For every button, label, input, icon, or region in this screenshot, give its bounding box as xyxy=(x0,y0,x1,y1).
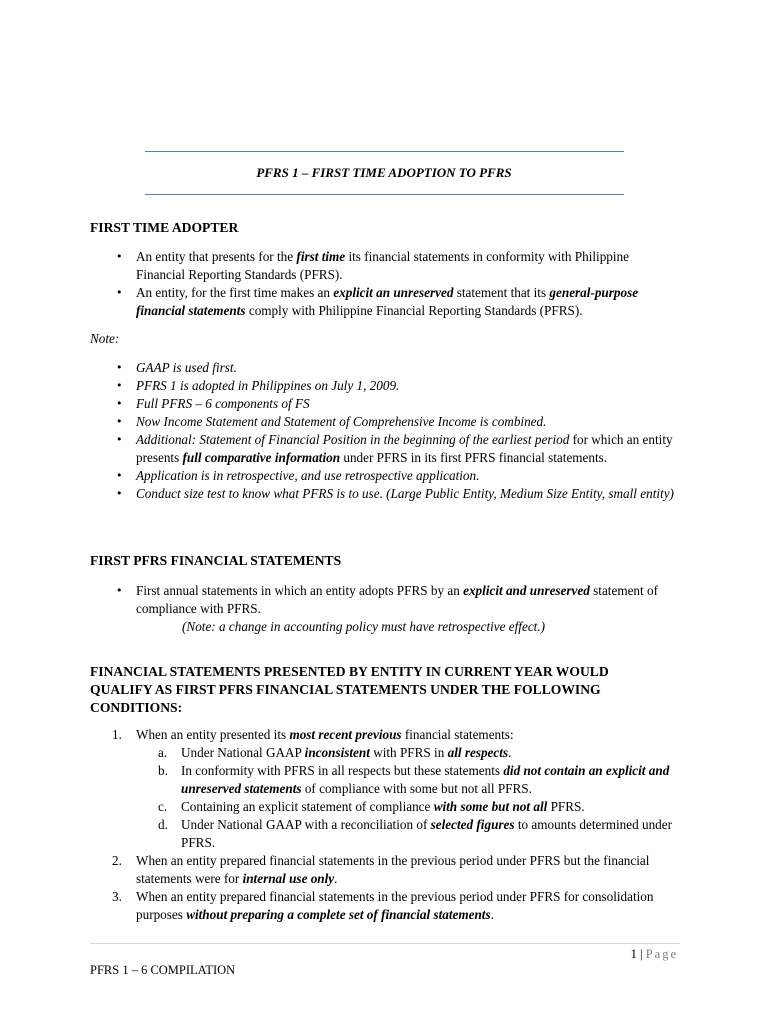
list-item: • Full PFRS – 6 components of FS xyxy=(136,395,676,413)
list-item: • First annual statements in which an entity adopts PFRS by an explicit and unreserved statement of compliance with PFRS. xyxy=(136,582,676,618)
list-item: • Now Income Statement and Statement of Comprehensive Income is combined. xyxy=(136,413,676,431)
sub-conditions-list xyxy=(136,744,681,852)
list-item: 2. When an entity prepared financial statements in the previous period under PFRS but the financial statements were for internal use only. xyxy=(112,853,650,886)
footer-rule xyxy=(90,943,680,944)
title-top-rule xyxy=(145,151,624,152)
page-title: PFRS 1 – FIRST TIME ADOPTION TO PFRS xyxy=(256,165,512,180)
section-heading-first-pfrs-fs: FIRST PFRS FINANCIAL STATEMENTS xyxy=(90,553,342,568)
note-label: Note: xyxy=(90,331,120,346)
note-list xyxy=(136,359,676,503)
list-item: 3. When an entity prepared financial statements in the previous period under PFRS for consolidation purposes without preparing a complete set of financial statements. xyxy=(112,889,654,922)
list-item: • An entity, for the first time makes an explicit an unreserved statement that its general-purpose financial statements comply with Philippine Financial Reporting Standards (PFRS). xyxy=(136,284,676,320)
footer-text: PFRS 1 – 6 COMPILATION xyxy=(90,963,236,977)
section-heading-first-time-adopter: FIRST TIME ADOPTER xyxy=(90,220,239,235)
first-time-adopter-list xyxy=(136,248,676,320)
page-number: 1 | Page xyxy=(630,947,678,961)
title-bottom-rule xyxy=(145,194,624,195)
list-item: • PFRS 1 is adopted in Philippines on July 1, 2009. xyxy=(136,377,676,395)
list-item: c. Containing an explicit statement of compliance with some but not all PFRS. xyxy=(158,799,585,814)
section-heading-conditions: FINANCIAL STATEMENTS PRESENTED BY ENTITY IN CURRENT YEAR WOULD QUALIFY AS FIRST PFRS FINANCIAL STATEMENTS UNDER THE FOLLOWING CONDITIONS: xyxy=(90,664,609,715)
list-item: 1. When an entity presented its most recent previous financial statements: a. Under National GAAP inconsistent with PFRS in all respects. b. In conformity with PFRS in all respects but these statements did not contain an explicit and unreserved statements of compliance with some but not all PFRS. c. Containing an explicit statement of compliance with some but not all PFRS. d. Under National GAAP with a reconciliation of selected figures to amounts determined under PFRS. xyxy=(136,726,681,852)
list-item: • GAAP is used first. xyxy=(136,359,676,377)
list-item: • Additional: Statement of Financial Position in the beginning of the earliest period for which an entity presents full comparative information under PFRS in its first PFRS financial statements. xyxy=(136,431,676,467)
first-pfrs-fs-list xyxy=(136,582,676,618)
list-item: • An entity that presents for the first time its financial statements in conformity with Philippine Financial Reporting Standards (PFRS). xyxy=(136,248,676,284)
list-item: • Application is in retrospective, and use retrospective application. xyxy=(136,467,676,485)
list-item: • Conduct size test to know what PFRS is to use. (Large Public Entity, Medium Size Entity, small entity) xyxy=(136,485,676,503)
list-item: b. In conformity with PFRS in all respects but these statements did not contain an explicit and unreserved statements of compliance with some but not all PFRS. xyxy=(158,763,670,796)
conditions-list xyxy=(112,726,681,924)
subnote: (Note: a change in accounting policy must have retrospective effect.) xyxy=(182,619,546,634)
list-item: a. Under National GAAP inconsistent with PFRS in all respects. xyxy=(158,745,512,760)
list-item: d. Under National GAAP with a reconciliation of selected figures to amounts determined under PFRS. xyxy=(158,817,673,850)
